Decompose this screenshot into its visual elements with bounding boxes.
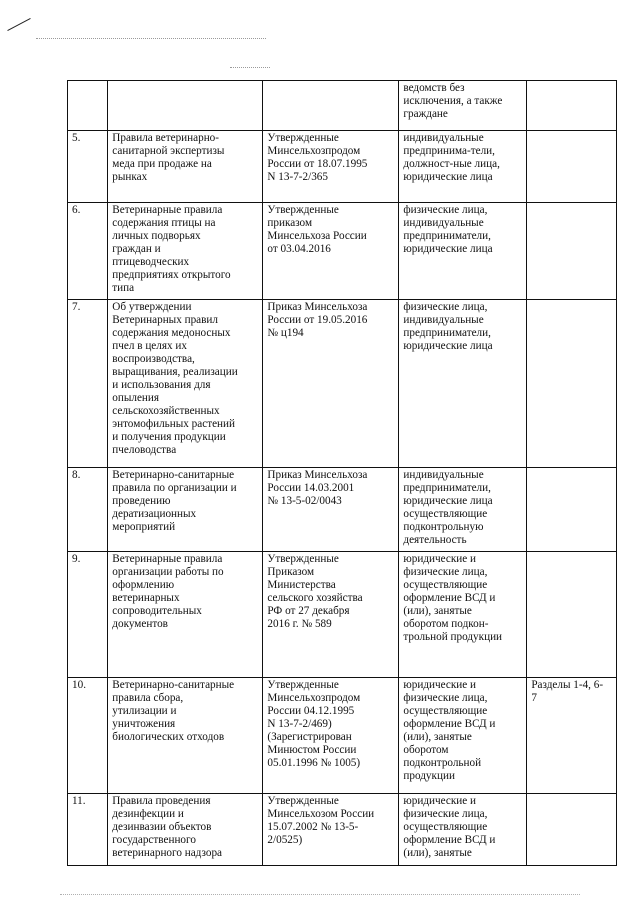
cell-approving-document [263,468,399,552]
cell-rule-name [108,552,263,678]
text-line: дератизационных [112,508,197,520]
text-line: Разделы 1-4, 6- [531,679,604,691]
text-line: пчеловодства [112,444,177,456]
text-line: Утвержденные [267,204,339,216]
text-line: оформление ВСД и [403,592,496,604]
text-line: оборотом [403,744,449,756]
text-line: индивидуальные [403,132,484,144]
cell-note [527,678,617,794]
text-line: трольной продукции [403,631,503,643]
text-line: Ветеринарно-санитарные [112,469,235,481]
cell-approving-document [263,203,399,300]
text-line: предприниматели, [403,230,491,242]
text-line: выращивания, реализации [112,366,238,378]
text-line: содержания птицы на [112,217,216,229]
text-line: Ветеринарно-санитарные [112,679,235,691]
text-line: предпринима-тели, [403,145,495,157]
text-line: меда при продаже на [112,158,212,170]
cell-note [527,468,617,552]
text-line: энтомофильных растений [112,418,236,430]
text-line: (или), занятые [403,847,472,859]
text-line: Ветеринарные правила [112,553,223,565]
table-row [68,131,617,203]
text-line: государственного [112,834,196,846]
text-line: Ветеринарных правил [112,314,218,326]
text-line: Утвержденные [267,679,339,691]
text-line: и использования для [112,379,211,391]
cell-approving-document [263,794,399,866]
text-line: оформление ВСД и [403,718,496,730]
cell-number: 6. [68,203,108,300]
text-line: индивидуальные [403,469,484,481]
text-line: и получения продукции [112,431,226,443]
text-line: (или), занятые [403,605,472,617]
cell-subjects [399,300,527,468]
cell-rule-name [108,300,263,468]
cell-note [527,81,617,131]
text-line: предприниматели, [403,482,491,494]
text-line: России от 19.05.2016 [267,314,368,326]
text-line: 7 [531,692,537,704]
text-line: Минсельхоза России [267,230,367,242]
text-line: рынках [112,171,148,183]
table-row [68,552,617,678]
cell-number: 9. [68,552,108,678]
text-line: граждане [403,108,448,120]
text-line: сельского хозяйства [267,592,363,604]
text-line: Утвержденные [267,132,339,144]
text-line: сопроводительных [112,605,202,617]
text-line: биологических отходов [112,731,225,743]
text-line: продукции [403,770,455,782]
text-line: осуществляющие [403,579,488,591]
table-row [68,81,617,131]
text-line: типа [112,282,135,294]
cell-number: 11. [68,794,108,866]
table-row [68,468,617,552]
cell-subjects [399,131,527,203]
text-line: физические лица, [403,301,488,313]
text-line: физические лица, [403,808,488,820]
text-line: уничтожения [112,718,176,730]
text-line: № ц194 [267,327,304,339]
text-line: Утвержденные [267,553,339,565]
table-row [68,678,617,794]
text-line: правила по организации и [112,482,237,494]
text-line: (Зарегистрирован [267,731,352,743]
table-row [68,300,617,468]
text-line: мероприятий [112,521,176,533]
text-line: юридические и [403,795,477,807]
text-line: птицеводческих [112,256,190,268]
text-line: ведомств без [403,82,465,94]
text-line: физические лица, [403,204,488,216]
text-line: Об утверждении [112,301,192,313]
cell-note [527,203,617,300]
text-line: Ветеринарные правила [112,204,223,216]
text-line: № 13-5-02/0043 [267,495,342,507]
text-line: Правила проведения [112,795,211,807]
text-line: проведению [112,495,171,507]
text-line: Минсельхозпродом [267,145,361,157]
text-line: физические лица, [403,566,488,578]
text-line: Приказом [267,566,315,578]
cell-note [527,794,617,866]
cell-rule-name [108,81,263,131]
cell-approving-document [263,678,399,794]
text-line: документов [112,618,168,630]
text-line: физические лица, [403,692,488,704]
text-line: дезинвазии объектов [112,821,212,833]
cell-number: 7. [68,300,108,468]
cell-subjects [399,678,527,794]
text-line: личных подворьях [112,230,201,242]
text-line: санитарной экспертизы [112,145,225,157]
text-line: пчел в целях их [112,340,187,352]
cell-rule-name [108,203,263,300]
cell-subjects [399,81,527,131]
text-line: осуществляющие [403,821,488,833]
text-line: организации работы по [112,566,224,578]
text-line: Приказ Минсельхоза [267,301,368,313]
text-line: должност-ные лица, [403,158,500,170]
text-line: юридические и [403,679,477,691]
cell-approving-document [263,131,399,203]
text-line: юридические лица [403,243,493,255]
text-line: предприятиях открытого [112,269,231,281]
text-line: Утвержденные [267,795,339,807]
scan-artifact-dots [230,67,270,70]
text-line: дезинфекции и [112,808,184,820]
text-line: предприниматели, [403,327,491,339]
text-line: РФ от 27 декабря [267,605,350,617]
text-line: 2/0525) [267,834,303,846]
text-line: приказом [267,217,313,229]
text-line: воспроизводства, [112,353,195,365]
text-line: Приказ Минсельхоза [267,469,368,481]
scan-artifact-stroke [7,18,30,31]
text-line: юридические и [403,553,477,565]
cell-approving-document [263,81,399,131]
cell-note [527,300,617,468]
text-line: Правила ветеринарно- [112,132,220,144]
text-line: ветеринарного надзора [112,847,223,859]
scan-artifact-dots [60,894,580,897]
text-line: 15.07.2002 № 13-5- [267,821,359,833]
cell-note [527,552,617,678]
text-line: Минсельхозпродом [267,692,361,704]
text-line: осуществляющие [403,705,488,717]
text-line: исключения, а также [403,95,503,107]
cell-number: 8. [68,468,108,552]
text-line: ветеринарных [112,592,180,604]
cell-subjects [399,552,527,678]
text-line: России от 18.07.1995 [267,158,368,170]
cell-rule-name [108,468,263,552]
text-line: оборотом подкон- [403,618,489,630]
text-line: граждан и [112,243,161,255]
cell-subjects [399,203,527,300]
text-line: утилизации и [112,705,177,717]
text-line: правила сбора, [112,692,184,704]
text-line: России 14.03.2001 [267,482,355,494]
text-line: 2016 г. № 589 [267,618,332,630]
text-line: индивидуальные [403,217,484,229]
cell-note [527,131,617,203]
cell-number: 5. [68,131,108,203]
text-line: оформлению [112,579,175,591]
text-line: N 13-7-2/469) [267,718,332,730]
text-line: сельскохозяйственных [112,405,220,417]
cell-number [68,81,108,131]
text-line: юридические лица [403,495,493,507]
text-line: подконтрольную [403,521,484,533]
text-line: N 13-7-2/365 [267,171,328,183]
text-line: опыления [112,392,160,404]
text-line: Минюстом России [267,744,357,756]
text-line: России 04.12.1995 [267,705,355,717]
text-line: подконтрольной [403,757,482,769]
scan-artifact-dots [36,38,266,41]
cell-rule-name [108,678,263,794]
text-line: деятельность [403,534,467,546]
text-line: оформление ВСД и [403,834,496,846]
text-line: содержания медоносных [112,327,231,339]
text-line: Минсельхозом России [267,808,375,820]
text-line: индивидуальные [403,314,484,326]
cell-subjects [399,468,527,552]
text-line: Министерства [267,579,336,591]
table-row [68,203,617,300]
table-body [68,81,617,866]
cell-approving-document [263,300,399,468]
table-row [68,794,617,866]
cell-approving-document [263,552,399,678]
text-line: 05.01.1996 № 1005) [267,757,361,769]
cell-number: 10. [68,678,108,794]
regulations-table [67,80,617,866]
cell-subjects [399,794,527,866]
text-line: осуществляющие [403,508,488,520]
cell-rule-name [108,131,263,203]
text-line: (или), занятые [403,731,472,743]
text-line: юридические лица [403,171,493,183]
cell-rule-name [108,794,263,866]
text-line: юридические лица [403,340,493,352]
text-line: от 03.04.2016 [267,243,331,255]
